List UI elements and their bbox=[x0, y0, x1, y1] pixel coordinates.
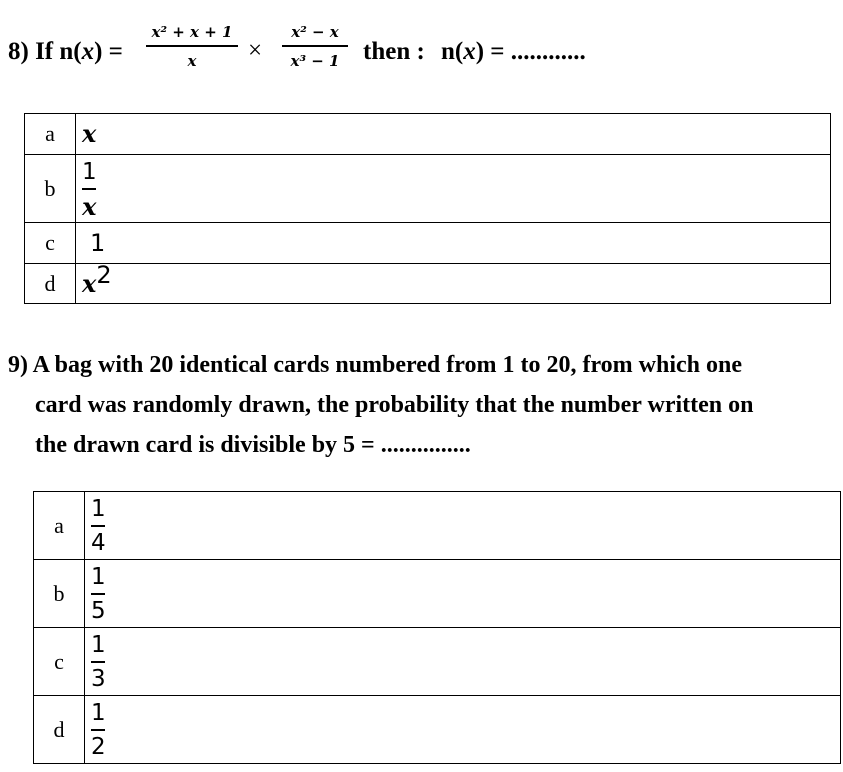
option-value bbox=[85, 560, 841, 628]
question-8-prefix: 8) If n(x) = bbox=[8, 38, 123, 65]
option-label: d bbox=[25, 264, 76, 304]
option-label: a bbox=[34, 492, 85, 560]
result-text: n(x) = ............ bbox=[441, 38, 586, 65]
fraction-2-numerator: x² − x bbox=[291, 23, 339, 41]
option-value: 1 bbox=[76, 223, 831, 264]
fraction-1-numerator: x² + x + 1 bbox=[151, 23, 233, 41]
option-value bbox=[85, 696, 841, 764]
option-label: a bbox=[25, 114, 76, 155]
question-9-options-table bbox=[33, 491, 841, 764]
option-row-d[interactable] bbox=[34, 696, 841, 764]
fraction-2 bbox=[282, 22, 348, 71]
question-8-options-table bbox=[24, 113, 831, 304]
option-label: d bbox=[34, 696, 85, 764]
option-row-a[interactable] bbox=[34, 492, 841, 560]
question-9-line-2: card was randomly drawn, the probability that the number written on bbox=[35, 392, 754, 418]
times-symbol: × bbox=[248, 37, 263, 64]
question-9-line-1: 9) A bag with 20 identical cards numbered from 1 to 20, from which one bbox=[8, 352, 743, 378]
option-row-c[interactable] bbox=[34, 628, 841, 696]
fraction-1 bbox=[146, 22, 238, 71]
option-label: b bbox=[25, 155, 76, 223]
option-value: x bbox=[76, 114, 831, 155]
fraction: $\frac{1}{2}$ bbox=[91, 700, 106, 760]
option-value bbox=[85, 628, 841, 696]
option-value: $x^2$ bbox=[76, 264, 831, 304]
question-9-line-3: the drawn card is divisible by 5 = ............... bbox=[35, 432, 471, 458]
option-value bbox=[76, 155, 831, 223]
question-9 bbox=[8, 348, 838, 468]
fraction: $\frac{1}{5}$ bbox=[91, 564, 106, 624]
fraction: $\frac{1}{3}$ bbox=[91, 632, 106, 692]
fraction: $\frac{1}{x}$ bbox=[82, 159, 97, 221]
fraction-2-denominator: x³ − 1 bbox=[290, 52, 340, 70]
fraction-bar bbox=[146, 45, 238, 47]
option-row-d[interactable] bbox=[25, 264, 831, 304]
option-row-a[interactable] bbox=[25, 114, 831, 155]
option-label: c bbox=[34, 628, 85, 696]
option-value bbox=[85, 492, 841, 560]
option-label: c bbox=[25, 223, 76, 264]
fraction-bar bbox=[282, 45, 348, 47]
option-row-b[interactable] bbox=[34, 560, 841, 628]
then-text: then : bbox=[363, 38, 425, 65]
option-row-c[interactable] bbox=[25, 223, 831, 264]
option-row-b[interactable] bbox=[25, 155, 831, 223]
option-label: b bbox=[34, 560, 85, 628]
fraction-1-denominator: x bbox=[187, 52, 197, 70]
fraction: $\frac{1}{4}$ bbox=[91, 496, 106, 556]
